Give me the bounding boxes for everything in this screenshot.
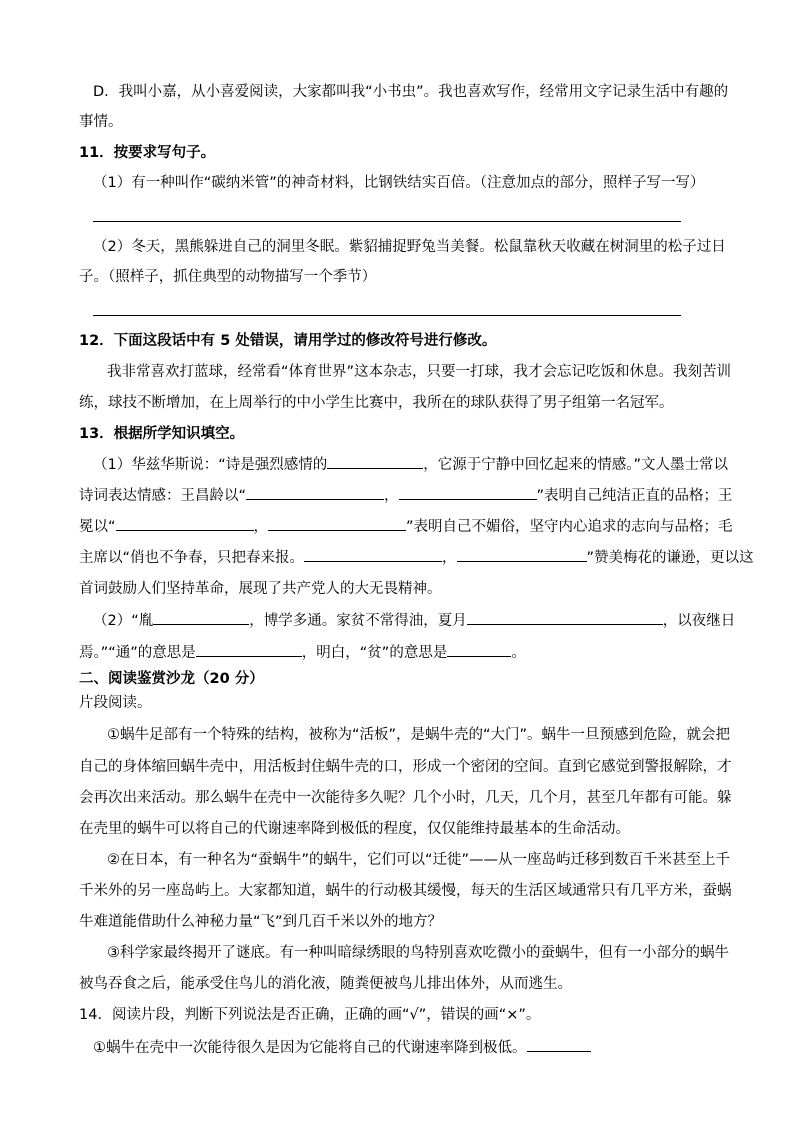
question-14-heading: 14．阅读片段，判断下列说法是否正确，正确的画“√”，错误的画“×”。 [79, 1007, 541, 1023]
question-11-heading: 11．按要求写句子。 [79, 145, 216, 161]
q13-text: 冕以“ [79, 519, 116, 535]
q13-text: （2）“胤 [93, 613, 154, 629]
passage-paragraph-1-line-2: 自己的身体缩回蜗牛壳中，用活板封住蜗牛壳的口，形成一个密闭的空间。直到它感觉到警报解除，才 [79, 759, 732, 775]
option-d-line-1: D．我叫小嘉，从小喜爱阅读，大家都叫我“小书虫”。我也喜欢写作，经常用文字记录生活中有趣的 [93, 84, 729, 100]
q13-text: ，以夜继日 [662, 613, 736, 629]
q13-text: 主席以“俏也不争春，只把春来报。 [79, 550, 305, 566]
q13-text: 诗词表达情感：王昌龄以“ [79, 488, 247, 504]
fill-blank[interactable] [467, 610, 663, 625]
question-13-part-2-line-1 [93, 610, 735, 632]
question-13-part-1-line-3 [79, 516, 733, 538]
passage-paragraph-2-line-1: ②在日本，有一种名为“蚕蜗牛”的蜗牛，它们可以“迁徙”——从一座岛屿迁移到数百千米甚至上千 [107, 852, 731, 868]
fill-blank[interactable] [457, 547, 587, 562]
fill-blank[interactable] [153, 610, 249, 625]
question-12-paragraph-line-1: 我非常喜欢打蓝球，经常看“体育世界”这本杂志，只要一打球，我才会忘记吃饭和休息。我刻苦训 [107, 364, 732, 380]
question-11-part-1: （1）有一种叫作“碳纳米管”的神奇材料，比钢铁结实百倍。（注意加点的部分，照样子写一写） [93, 175, 705, 191]
question-13-heading: 13．根据所学知识填空。 [79, 426, 245, 442]
q13-text: ， [253, 519, 269, 535]
q13-text: ， [442, 550, 457, 566]
q13-text: ， [384, 488, 399, 504]
passage-paragraph-2-line-2: 千米外的另一座岛屿上。大家都知道，蜗牛的行动极其缓慢，每天的生活区域通常只有几平方米，蚕蜗 [79, 883, 732, 899]
answer-line-11-2[interactable] [93, 315, 681, 316]
question-13-part-1-line-2 [79, 485, 733, 507]
question-12-paragraph-line-2: 练，球技不断增加，在上周举行的中小学生比赛中，我所在的球队获得了男子组第一名冠军。 [79, 395, 674, 411]
question-13-part-1-line-5: 首词鼓励人们坚持革命，展现了共产党人的大无畏精神。 [79, 581, 442, 597]
q14-text: ①蜗牛在壳中一次能待很久是因为它能将自己的代谢速率降到极低。 [93, 1040, 527, 1056]
q13-text: （1）华兹华斯说：“诗是强烈感情的 [93, 457, 328, 473]
passage-paragraph-2-line-3: 牛难道能借助什么神秘力量“飞”到几百千米以外的地方？ [79, 914, 443, 930]
fill-blank[interactable] [327, 454, 423, 469]
question-13-part-2-line-2 [79, 642, 526, 664]
fill-blank[interactable] [447, 642, 511, 657]
q13-text: ”表明自己不媚俗，坚守内心追求的志向与品格；毛 [406, 519, 733, 535]
passage-paragraph-3-line-1: ③科学家最终揭开了谜底。有一种叫暗绿绣眼的鸟特别喜欢吃微小的蚕蜗牛，但有一小部分的蜗牛 [107, 945, 729, 961]
question-13-part-1-line-4 [79, 547, 754, 569]
fill-blank[interactable] [268, 516, 406, 531]
fill-blank[interactable] [304, 547, 442, 562]
passage-paragraph-1-line-1: ①蜗牛足部有一个特殊的结构，被称为“活板”，是蜗牛壳的“大门”。蜗牛一旦预感到危险，就会把 [107, 727, 731, 743]
q13-text: ，明白，“贫”的意思是 [301, 645, 448, 661]
q13-text: ，博学多通。家贫不常得油，夏月 [249, 613, 467, 629]
reading-intro: 片段阅读。 [79, 695, 152, 711]
q13-text: ”赞美梅花的谦逊，更以这 [586, 550, 754, 566]
fill-blank[interactable] [196, 642, 302, 657]
option-d-line-2: 事情。 [79, 114, 123, 130]
q13-text: 。 [511, 645, 526, 661]
judgement-blank[interactable] [527, 1037, 591, 1052]
question-14-item-1 [93, 1037, 591, 1059]
question-12-heading: 12．下面这段话中有 5 处错误，请用学过的修改符号进行修改。 [79, 333, 497, 349]
answer-line-11-1[interactable] [93, 221, 681, 222]
fill-blank[interactable] [116, 516, 254, 531]
fill-blank[interactable] [246, 485, 384, 500]
question-13-part-1-line-1 [93, 454, 728, 476]
question-11-part-2-line-1: （2）冬天，黑熊躲进自己的洞里冬眠。紫貂捕捉野兔当美餐。松鼠靠秋天收藏在树洞里的松子过日 [93, 239, 726, 255]
passage-paragraph-1-line-3: 会再次出来活动。那么蜗牛在壳中一次能待多久呢？几个小时，几天，几个月，甚至几年都有可能。躲 [79, 790, 732, 806]
question-11-part-2-line-2: 子。（照样子，抓住典型的动物描写一个季节） [79, 269, 377, 285]
q13-text: 焉。”“通”的意思是 [79, 645, 196, 661]
q13-text: ，它源于宁静中回忆起来的情感。”文人墨士常以 [423, 457, 729, 473]
section-2-heading: 二、阅读鉴赏沙龙（20 分） [79, 671, 264, 687]
fill-blank[interactable] [399, 485, 537, 500]
passage-paragraph-3-line-2: 被鸟吞食之后，能承受住鸟儿的消化液，随粪便被鸟儿排出体外，从而逃生。 [79, 976, 572, 992]
q13-text: ”表明自己纯洁正直的品格；王 [536, 488, 733, 504]
passage-paragraph-1-line-4: 在壳里的蜗牛可以将自己的代谢速率降到极低的程度，仅仅能维持最基本的生命活动。 [79, 821, 630, 837]
